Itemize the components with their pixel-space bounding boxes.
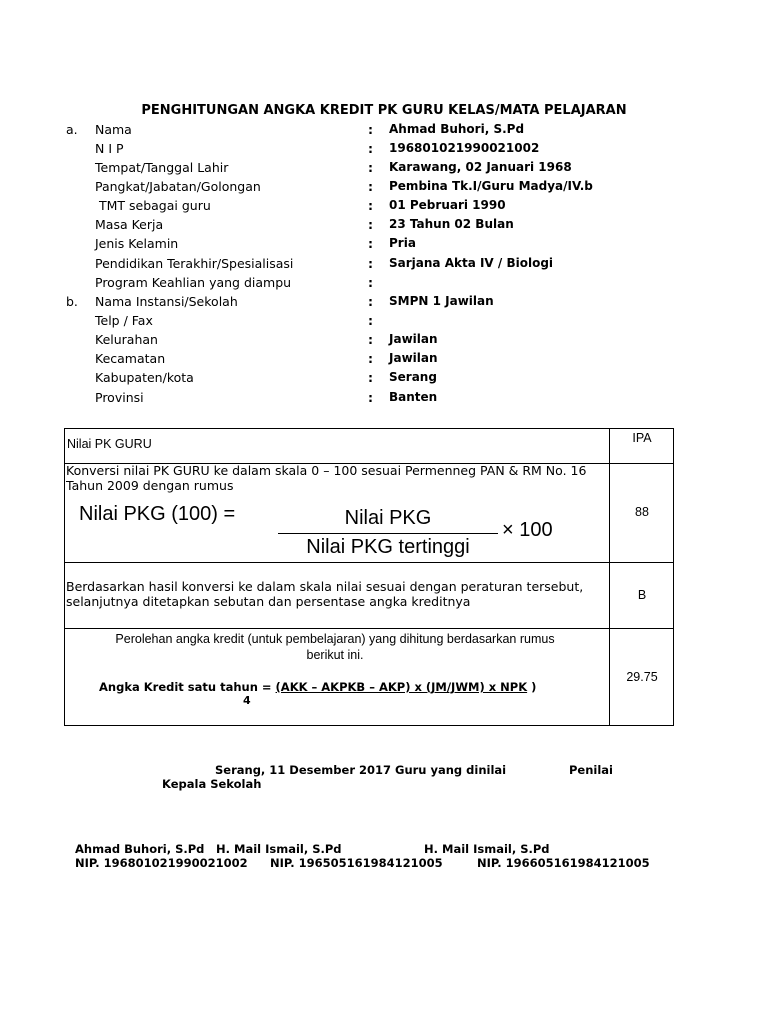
info-row [0,313,768,332]
signer-nip-3: NIP. 196605161984121005 [477,856,650,870]
info-value: Banten [389,390,438,404]
info-label: Jenis Kelamin [95,236,179,251]
info-colon: : [368,390,373,405]
info-row [0,217,768,236]
section-b-letter: b. [66,294,78,309]
info-row [0,160,768,179]
formula-lhs: Nilai PKG (100) = [79,503,236,525]
place-date-line: Serang, 11 Desember 2017 Guru yang dinilai [215,763,507,777]
perolehan-text-line-2: berikut ini. [306,648,364,662]
table-row-divider [65,562,673,563]
page-title: PENGHITUNGAN ANGKA KREDIT PK GURU KELAS/MATA PELAJARAN [141,103,627,118]
penilai-label: Penilai [569,763,614,777]
info-label: Pendidikan Terakhir/Spesialisasi [95,256,294,271]
ak-formula-line [99,680,536,694]
info-colon: : [368,160,373,175]
konversi-value: 88 [635,505,649,519]
table-row-divider [65,628,673,629]
sebutan-value: B [637,588,647,602]
info-value: 23 Tahun 02 Bulan [389,217,514,231]
info-colon: : [368,332,373,347]
info-row [0,141,768,160]
info-colon: : [368,179,373,194]
info-colon: : [368,122,373,137]
info-value: Karawang, 02 Januari 1968 [389,160,572,174]
info-label: Kelurahan [95,332,158,347]
berdasarkan-text-line-1: Berdasarkan hasil konversi ke dalam skala nilai sesuai dengan peraturan tersebut, [66,579,584,594]
info-label: Nama [95,122,132,137]
info-value: Pria [389,236,416,250]
info-value: Sarjana Akta IV / Biologi [389,256,554,270]
konversi-text-line-1: Konversi nilai PK GURU ke dalam skala 0 – 100 sesuai Permenneg PAN & RM No. 16 [66,463,587,478]
info-label: Telp / Fax [95,313,153,328]
info-value: Jawilan [389,351,438,365]
info-row [0,332,768,351]
score-table [64,428,674,726]
ak-value: 29.75 [626,670,658,684]
info-colon: : [368,275,373,290]
info-row [0,179,768,198]
info-row [0,294,768,313]
info-colon: : [368,256,373,271]
formula-denominator: Nilai PKG tertinggi [306,536,470,558]
kepala-sekolah-label: Kepala Sekolah [162,777,262,791]
info-colon: : [368,370,373,385]
info-colon: : [368,236,373,251]
info-value: SMPN 1 Jawilan [389,294,494,308]
konversi-text-line-2: Tahun 2009 dengan rumus [66,478,234,493]
perolehan-text [65,631,605,663]
info-row [0,256,768,275]
info-label: Masa Kerja [95,217,164,232]
info-label: Provinsi [95,390,144,405]
info-label: Kabupaten/kota [95,370,194,385]
info-colon: : [368,351,373,366]
info-value: Ahmad Buhori, S.Pd [389,122,525,136]
info-row [0,390,768,409]
info-value: Jawilan [389,332,438,346]
info-row [0,122,768,141]
info-value: 196801021990021002 [389,141,540,155]
info-colon: : [368,217,373,232]
header-label: Nilai PK GURU [67,437,152,451]
berdasarkan-text-line-2: selanjutnya ditetapkan sebutan dan persentase angka kreditnya [66,594,471,609]
ak-close: ) [527,680,537,694]
info-colon: : [368,198,373,213]
formula-numerator: Nilai PKG [344,507,432,529]
signer-nip-2: NIP. 196505161984121005 [270,856,443,870]
info-colon: : [368,294,373,309]
formula-fraction [278,507,498,559]
info-row [0,236,768,255]
info-label: N I P [95,141,124,156]
info-row [0,275,768,294]
info-label: Kecamatan [95,351,166,366]
info-value: Pembina Tk.I/Guru Madya/IV.b [389,179,593,193]
perolehan-text-line-1: Perolehan angka kredit (untuk pembelajaran) yang dihitung berdasarkan rumus [115,632,555,646]
info-colon: : [368,141,373,156]
info-value: Serang [389,370,437,384]
info-label: Pangkat/Jabatan/Golongan [95,179,261,194]
header-value: IPA [632,431,652,445]
formula-times: × 100 [502,519,553,541]
info-row [0,198,768,217]
info-label: Tempat/Tanggal Lahir [95,160,229,175]
info-colon: : [368,313,373,328]
info-row [0,351,768,370]
signer-name-1: Ahmad Buhori, S.Pd [75,842,205,856]
info-value: 01 Pebruari 1990 [389,198,506,212]
info-row [0,370,768,389]
info-label: TMT sebagai guru [95,198,211,213]
ak-label: Angka Kredit satu tahun = [99,680,276,694]
info-label: Program Keahlian yang diampu [95,275,292,290]
fraction-bar [278,533,498,534]
section-a-letter: a. [66,122,78,137]
signer-name-2: H. Mail Ismail, S.Pd [216,842,342,856]
signer-nip-1: NIP. 196801021990021002 [75,856,248,870]
signer-name-3: H. Mail Ismail, S.Pd [424,842,550,856]
ak-denominator: 4 [243,694,251,707]
ak-formula: (AKK – AKPKB – AKP) x (JM/JWM) x NPK [275,680,528,694]
info-label: Nama Instansi/Sekolah [95,294,238,309]
